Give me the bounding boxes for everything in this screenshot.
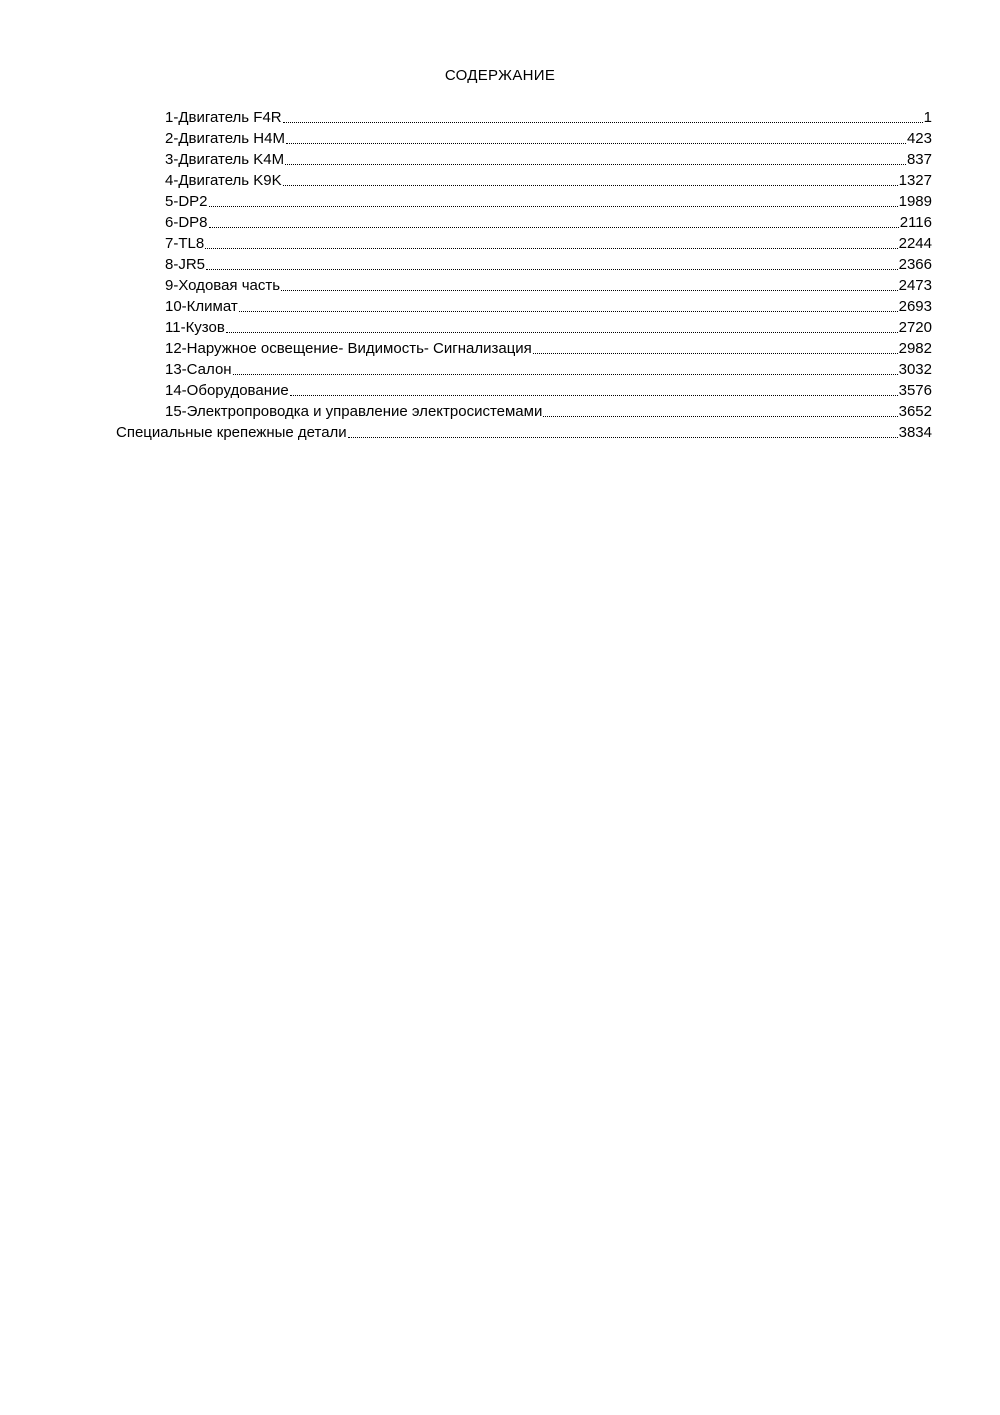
toc-entry-page: 2473: [898, 277, 932, 294]
dot-leader: [543, 416, 897, 417]
toc-entry[interactable]: [165, 149, 932, 170]
toc-entry[interactable]: [165, 380, 932, 401]
toc-entry[interactable]: [165, 191, 932, 212]
toc-entry[interactable]: [165, 233, 932, 254]
toc-entry-label: 12-Наружное освещение- Видимость- Сигнализация: [165, 340, 532, 357]
toc-entry[interactable]: [165, 170, 932, 191]
toc-entry[interactable]: [165, 338, 932, 359]
toc-entry-label: Специальные крепежные детали: [116, 424, 347, 441]
dot-leader: [348, 437, 898, 438]
dot-leader: [239, 311, 898, 312]
toc-entry[interactable]: [165, 296, 932, 317]
dot-leader: [209, 227, 899, 228]
toc-entry-label: 11-Кузов: [165, 319, 225, 336]
dot-leader: [209, 206, 898, 207]
dot-leader: [290, 395, 898, 396]
dot-leader: [533, 353, 898, 354]
toc-entry[interactable]: [165, 128, 932, 149]
dot-leader: [283, 185, 898, 186]
toc-entry-page: 3652: [898, 403, 932, 420]
toc-entry-page: 837: [906, 151, 932, 168]
dot-leader: [205, 248, 897, 249]
toc-entry-label: 15-Электропроводка и управление электросистемами: [165, 403, 543, 420]
toc-entry-label: 3-Двигатель K4M: [165, 151, 285, 168]
toc-title: СОДЕРЖАНИЕ: [444, 67, 556, 84]
toc-entry-label: 14-Оборудование: [165, 382, 289, 399]
toc-entry-label: 2-Двигатель H4M: [165, 130, 285, 147]
toc-entry-page: 2982: [898, 340, 932, 357]
toc-entry-page: 2116: [899, 214, 932, 231]
toc-entry-label: 4-Двигатель K9K: [165, 172, 282, 189]
dot-leader: [281, 290, 898, 291]
toc-entry[interactable]: [165, 212, 932, 233]
toc-entry-page: 1: [923, 109, 932, 126]
dot-leader: [285, 164, 906, 165]
dot-leader: [283, 122, 923, 123]
toc-entry[interactable]: [165, 254, 932, 275]
toc-entry-page: 1327: [898, 172, 932, 189]
toc-entry-page: 3834: [898, 424, 932, 441]
toc-entry-label: 6-DP8: [165, 214, 208, 231]
toc-entry[interactable]: [165, 401, 932, 422]
toc-entry-label: 9-Ходовая часть: [165, 277, 281, 294]
toc-entry-page: 3032: [898, 361, 932, 378]
dot-leader: [226, 332, 898, 333]
toc-entry-label: 5-DP2: [165, 193, 208, 210]
dot-leader: [233, 374, 898, 375]
toc-entry[interactable]: [165, 275, 932, 296]
toc-entry-label: 7-TL8: [165, 235, 205, 252]
toc-entry[interactable]: [165, 317, 932, 338]
toc-entry-label: 13-Салон: [165, 361, 232, 378]
toc-entry-page: 423: [906, 130, 932, 147]
toc-entry-label: 1-Двигатель F4R: [165, 109, 282, 126]
toc-entry[interactable]: [165, 107, 932, 128]
toc-entry-label: 10-Климат: [165, 298, 238, 315]
toc-entry[interactable]: [116, 422, 932, 443]
toc-entry-page: 3576: [898, 382, 932, 399]
dot-leader: [206, 269, 898, 270]
toc-entry-page: 1989: [898, 193, 932, 210]
toc-entry-page: 2720: [898, 319, 932, 336]
toc-entry-label: 8-JR5: [165, 256, 206, 273]
toc-entry-page: 2693: [898, 298, 932, 315]
toc-entry-page: 2366: [898, 256, 932, 273]
toc-entry-page: 2244: [898, 235, 932, 252]
toc-entry[interactable]: [165, 359, 932, 380]
dot-leader: [286, 143, 906, 144]
